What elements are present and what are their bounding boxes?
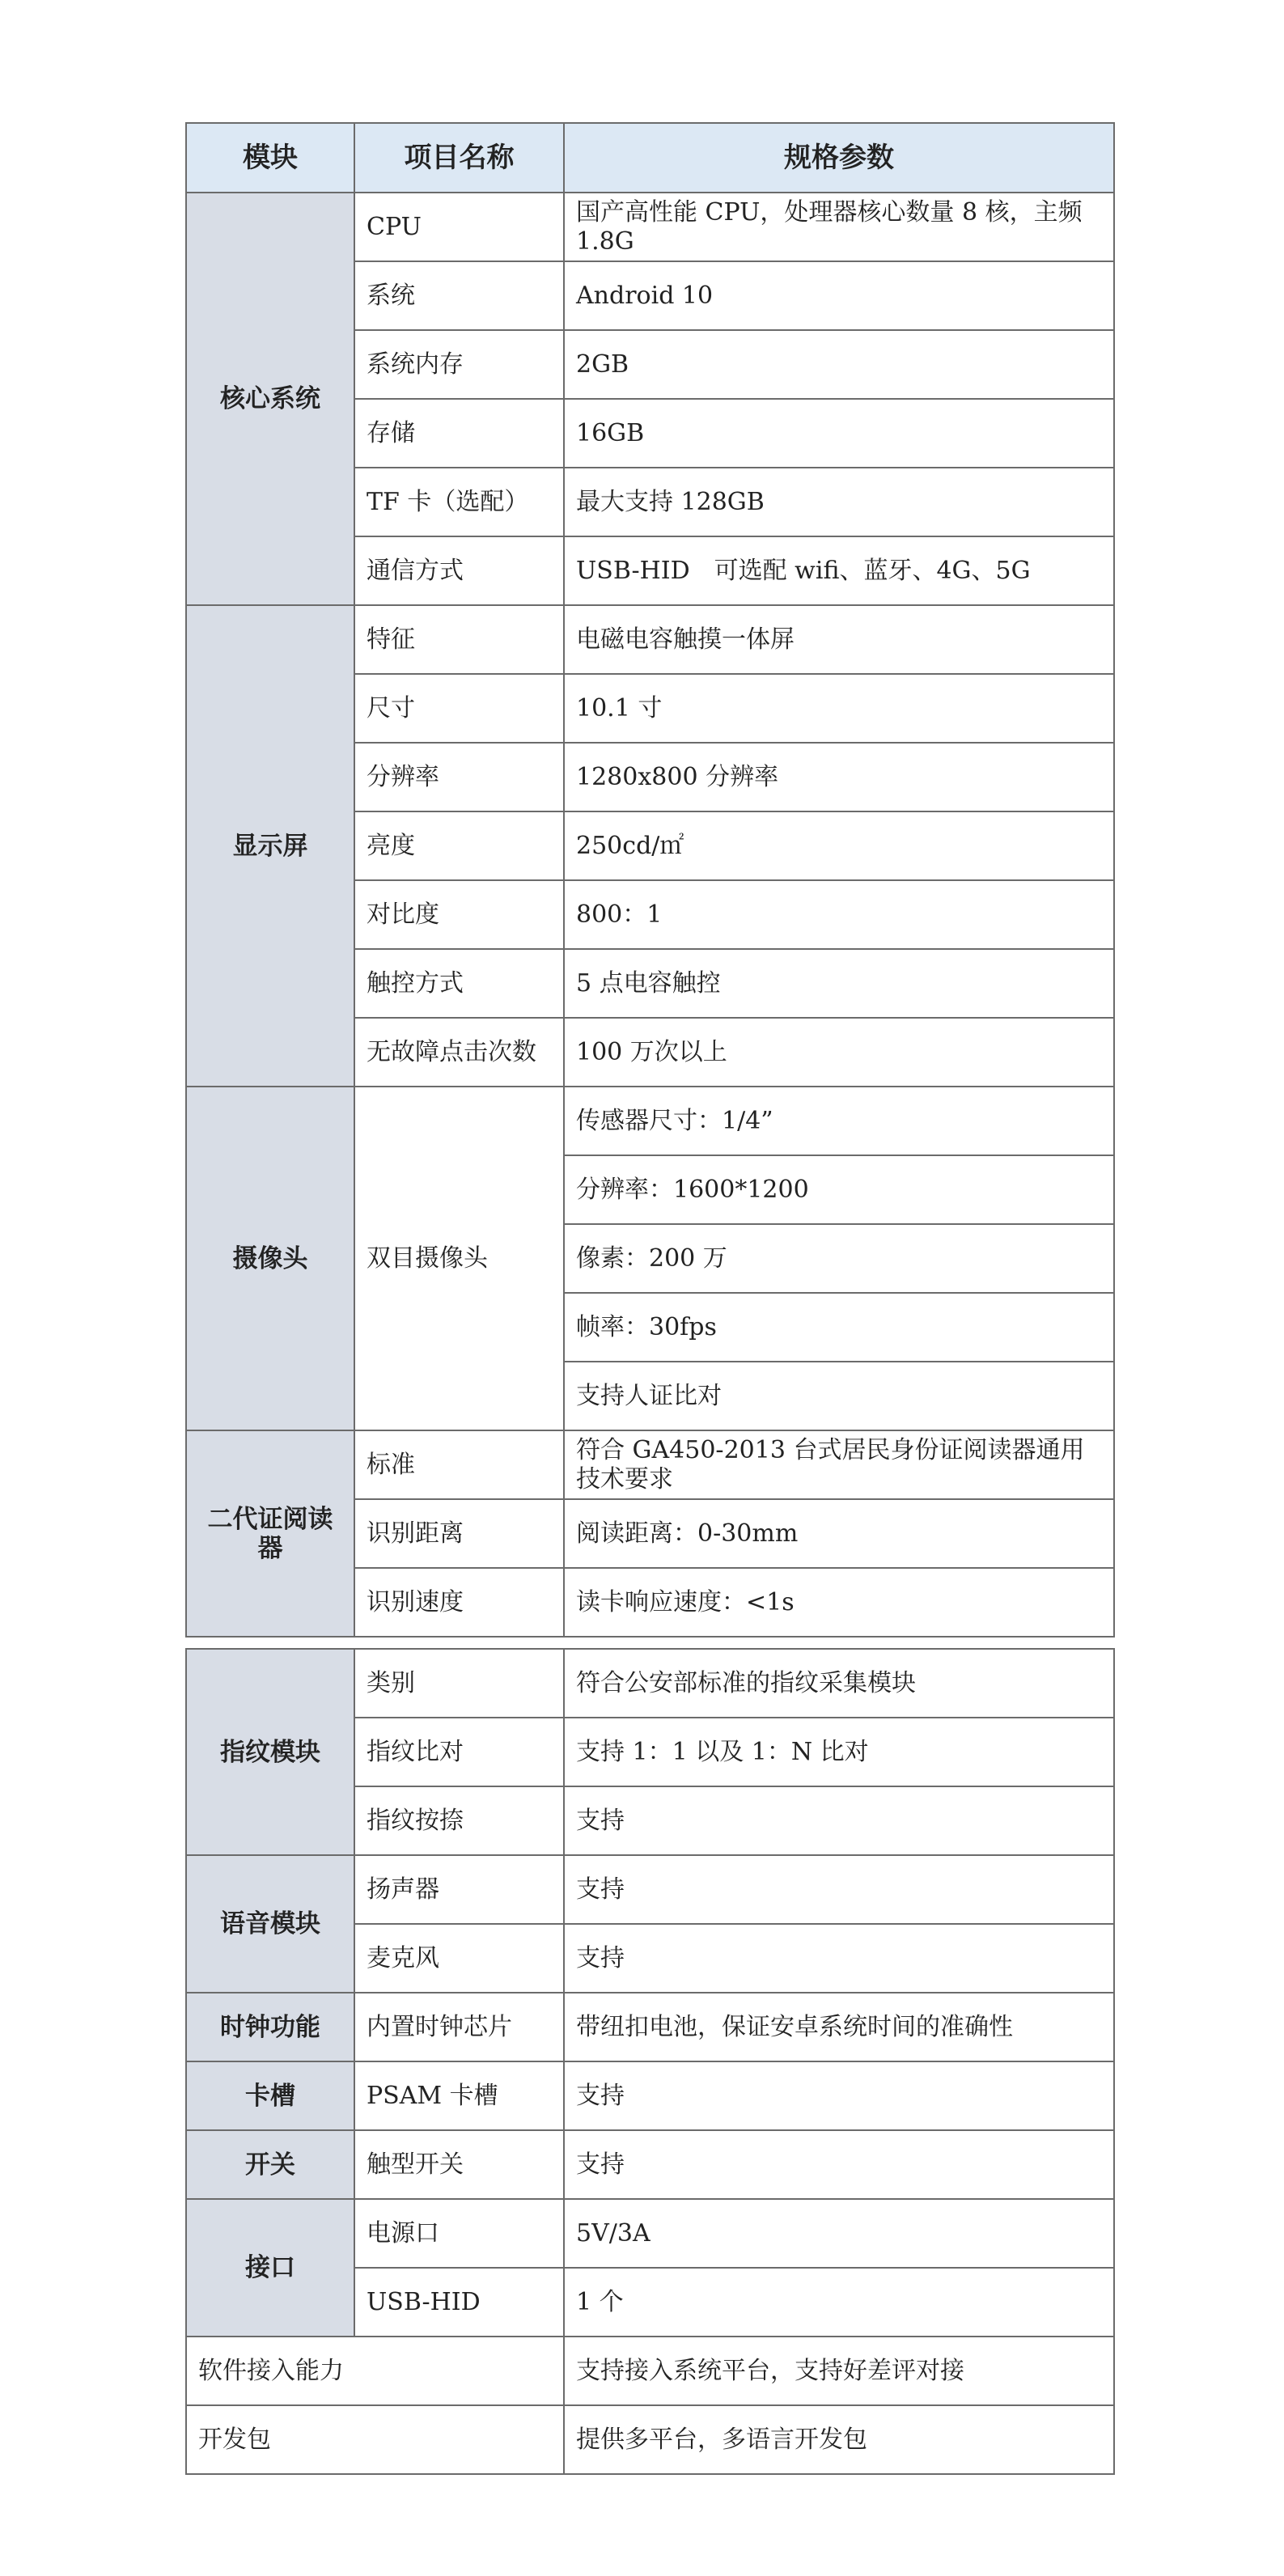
module-clock: 时钟功能 [186, 1993, 354, 2061]
spec-cell: 最大支持 128GB [564, 468, 1114, 536]
spec-cell: 支持 [564, 1924, 1114, 1993]
item-cell: 类别 [354, 1649, 564, 1718]
module-camera: 摄像头 [186, 1087, 354, 1430]
module-ports: 接口 [186, 2199, 354, 2337]
table-row [186, 1087, 1114, 1155]
table-row [186, 2061, 1114, 2130]
spec-table [185, 122, 1115, 1638]
spec-cell: 支持 [564, 2061, 1114, 2130]
spec-cell: 1280x800 分辨率 [564, 743, 1114, 811]
spec-cell: Android 10 [564, 261, 1114, 330]
module-card-slot: 卡槽 [186, 2061, 354, 2130]
spec-cell: 1 个 [564, 2268, 1114, 2337]
spec-cell: 支持 1：1 以及 1：N 比对 [564, 1718, 1114, 1786]
spec-cell: 电磁电容触摸一体屏 [564, 605, 1114, 674]
table-row [186, 2405, 1114, 2474]
spec-cell: 5 点电容触控 [564, 949, 1114, 1018]
spec-cell: 阅读距离：0-30mm [564, 1499, 1114, 1568]
item-cell: CPU [354, 193, 564, 261]
spec-cell: 2GB [564, 330, 1114, 399]
header-item-name: 项目名称 [354, 123, 564, 193]
item-cell: 识别速度 [354, 1568, 564, 1637]
module-fingerprint: 指纹模块 [186, 1649, 354, 1855]
spec-cell: 5V/3A [564, 2199, 1114, 2268]
spec-cell: 支持 [564, 1855, 1114, 1924]
item-cell: 触控方式 [354, 949, 564, 1018]
spec-cell: 16GB [564, 399, 1114, 468]
item-cell: 特征 [354, 605, 564, 674]
header-module: 模块 [186, 123, 354, 193]
spec-cell: 帧率：30fps [564, 1293, 1114, 1362]
table-row [186, 605, 1114, 674]
module-id-reader: 二代证阅读器 [186, 1430, 354, 1637]
spec-cell: 支持 [564, 2130, 1114, 2199]
spec-cell: 读卡响应速度：<1s [564, 1568, 1114, 1637]
header-spec: 规格参数 [564, 123, 1114, 193]
item-cell: 尺寸 [354, 674, 564, 743]
spec-cell: 带纽扣电池，保证安卓系统时间的准确性 [564, 1993, 1114, 2061]
module-core-system: 核心系统 [186, 193, 354, 605]
table-row [186, 2130, 1114, 2199]
sdk-label: 开发包 [186, 2405, 564, 2474]
item-cell: 对比度 [354, 880, 564, 949]
spec-cell: 国产高性能 CPU，处理器核心数量 8 核，主频 1.8G [564, 193, 1114, 261]
table-header-row [186, 123, 1114, 193]
spec-cell: 支持 [564, 1786, 1114, 1855]
spec-cell: 10.1 寸 [564, 674, 1114, 743]
spec-cell: 支持接入系统平台，支持好差评对接 [564, 2337, 1114, 2405]
item-cell: 扬声器 [354, 1855, 564, 1924]
item-cell: 内置时钟芯片 [354, 1993, 564, 2061]
software-access-label: 软件接入能力 [186, 2337, 564, 2405]
table-row [186, 1430, 1114, 1499]
item-cell: 触型开关 [354, 2130, 564, 2199]
item-cell: 亮度 [354, 811, 564, 880]
spec-cell: 800：1 [564, 880, 1114, 949]
table-row [186, 1855, 1114, 1924]
spec-cell: 符合 GA450-2013 台式居民身份证阅读器通用技术要求 [564, 1430, 1114, 1499]
module-switch: 开关 [186, 2130, 354, 2199]
item-cell: 指纹比对 [354, 1718, 564, 1786]
item-cell: 双目摄像头 [354, 1087, 564, 1430]
item-cell: 指纹按捺 [354, 1786, 564, 1855]
item-cell: 系统 [354, 261, 564, 330]
item-cell: 无故障点击次数 [354, 1018, 564, 1087]
spec-cell: USB-HID 可选配 wifi、蓝牙、4G、5G [564, 536, 1114, 605]
item-cell: USB-HID [354, 2268, 564, 2337]
item-cell: TF 卡（选配） [354, 468, 564, 536]
table-row [186, 2199, 1114, 2268]
spec-cell: 符合公安部标准的指纹采集模块 [564, 1649, 1114, 1718]
table-row [186, 1649, 1114, 1718]
item-cell: 分辨率 [354, 743, 564, 811]
item-cell: 标准 [354, 1430, 564, 1499]
item-cell: 麦克风 [354, 1924, 564, 1993]
spec-cell: 提供多平台，多语言开发包 [564, 2405, 1114, 2474]
spec-cell: 支持人证比对 [564, 1362, 1114, 1430]
item-cell: 存储 [354, 399, 564, 468]
table-row [186, 193, 1114, 261]
item-cell: 系统内存 [354, 330, 564, 399]
spec-cell: 250cd/㎡ [564, 811, 1114, 880]
spec-cell: 传感器尺寸：1/4” [564, 1087, 1114, 1155]
spec-table-continued [185, 1648, 1115, 2475]
item-cell: PSAM 卡槽 [354, 2061, 564, 2130]
spec-cell: 分辨率：1600*1200 [564, 1155, 1114, 1224]
module-display: 显示屏 [186, 605, 354, 1087]
table-row [186, 1993, 1114, 2061]
module-voice: 语音模块 [186, 1855, 354, 1993]
spec-cell: 100 万次以上 [564, 1018, 1114, 1087]
item-cell: 识别距离 [354, 1499, 564, 1568]
table-row [186, 2337, 1114, 2405]
spec-cell: 像素：200 万 [564, 1224, 1114, 1293]
item-cell: 电源口 [354, 2199, 564, 2268]
item-cell: 通信方式 [354, 536, 564, 605]
